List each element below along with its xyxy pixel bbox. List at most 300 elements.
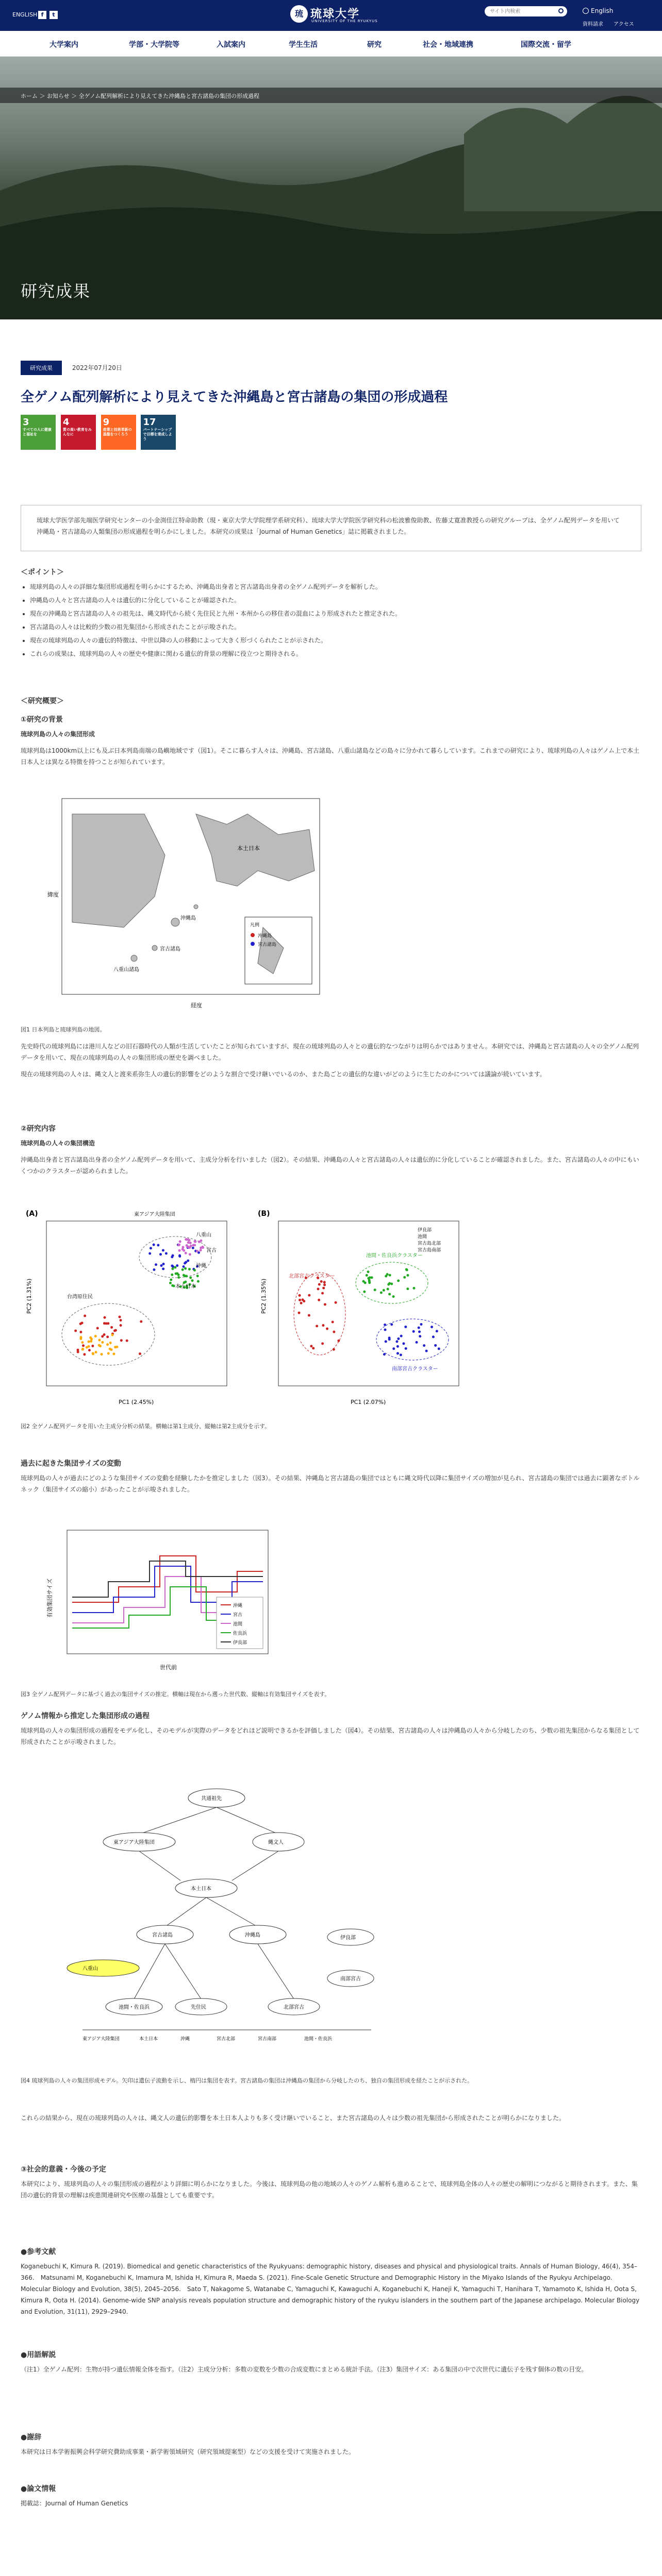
figure-2-caption: 図2 全ゲノム配列データを用いた主成分分析の結果。横軸は第1主成分、縦軸は第2主成分を示す。	[21, 1423, 271, 1430]
fig3-y-label: 有効集団サイズ	[46, 1578, 53, 1618]
pca-point	[153, 1244, 155, 1246]
pca-point	[320, 1280, 323, 1283]
pca-point	[179, 1240, 181, 1243]
model-node: 北部宮古	[284, 2005, 304, 2010]
method-section	[21, 1123, 641, 1182]
size-text: 琉球列島の人々が過去にどのような集団サイズの変動を経験したかを推定しました（図3）。その結果、沖縄島と宮古諸島の集団ではともに縄文時代以降に集団サイズの増加が見られ、宮古諸島の集団では過去に顕著なボトルネック（集団サイズの縮小）があったことが示唆されました。	[21, 1475, 640, 1493]
sdg-3-badge[interactable]	[21, 415, 56, 450]
points-heading: ＜ポイント＞	[21, 568, 64, 577]
pca-point	[83, 1353, 86, 1355]
pca-point	[153, 1268, 155, 1271]
fig3-legend-3: 池間	[233, 1622, 243, 1627]
sdg-badges	[21, 415, 641, 450]
size-heading: 過去に起きた集団サイズの変動	[21, 1460, 121, 1468]
model-svg	[62, 1783, 382, 2050]
map-label-yaeyama: 八重山諸島	[113, 967, 139, 973]
pca-point	[172, 1254, 174, 1257]
research-heading: ＜研究概要＞	[21, 697, 64, 705]
pca-point	[81, 1348, 84, 1350]
pca-b-x-label: PC1 (2.07%)	[351, 1399, 386, 1405]
language-label: English	[591, 7, 614, 14]
model-node: 東アジア大陸集団	[113, 1840, 155, 1845]
terms-heading: ●用語解説	[21, 2351, 56, 2359]
model-cont	[21, 2112, 641, 2129]
pca-point	[299, 1299, 301, 1301]
pca-point	[165, 1252, 168, 1255]
background-text-2: 先史時代の琉球列島には港川人などの旧石器時代の人類が生活していたことが知られていますが、現在の琉球列島の人々との遺伝的なつながりは明らかではありません。本研究では、沖縄島と宮古諸島の人々の全ゲノム配列データを用いて、現在の琉球列島の人々の集団形成の歴史を調べました。	[21, 1043, 639, 1061]
pca-point	[184, 1281, 187, 1283]
sdg-label: 産業と技術革新の基盤をつくろう	[103, 428, 132, 436]
pca-point	[159, 1253, 162, 1256]
article-header	[21, 361, 641, 450]
pca-point	[200, 1247, 202, 1249]
pca-point	[89, 1336, 92, 1339]
pca-point	[324, 1303, 326, 1306]
pca-point	[178, 1249, 181, 1252]
pca-point	[185, 1261, 187, 1263]
pca-point	[298, 1312, 301, 1314]
map-label-mainland: 本土日本	[237, 845, 260, 852]
pca-point	[369, 1276, 371, 1279]
figure-3-population-size	[41, 1525, 278, 1680]
pca-point	[193, 1269, 196, 1272]
pca-point	[177, 1276, 180, 1279]
pca-point	[197, 1280, 200, 1283]
pca-point	[174, 1266, 176, 1269]
pca-a-label-miyako: 宮古	[206, 1248, 217, 1253]
funding-section	[21, 2432, 641, 2463]
map-x-label: 経度	[191, 1002, 202, 1009]
pca-point	[300, 1302, 303, 1304]
nav-community[interactable]: 社会・地域連携	[423, 41, 473, 49]
pca-point	[188, 1268, 191, 1270]
pca-point	[333, 1331, 335, 1333]
pca-point	[318, 1299, 320, 1301]
pca-point	[96, 1327, 99, 1330]
pca-point	[326, 1328, 328, 1330]
pca-point	[98, 1339, 101, 1342]
pca-point	[183, 1274, 185, 1277]
nav-research[interactable]: 研究	[367, 41, 382, 49]
pca-b-legend-2: 池間	[418, 1234, 427, 1240]
references-section	[21, 2246, 641, 2323]
fig3-legend-5: 伊良部	[233, 1640, 247, 1646]
paper-text: 掲載誌：Journal of Human Genetics	[21, 2500, 128, 2507]
pca-point	[107, 1352, 110, 1354]
pca-point	[438, 1347, 440, 1350]
pca-point	[196, 1250, 198, 1252]
pca-point	[403, 1276, 406, 1279]
pca-point	[200, 1249, 202, 1251]
pca-point	[162, 1249, 164, 1251]
pca-point	[139, 1352, 141, 1355]
pca-point	[94, 1351, 97, 1353]
pca-a-y-label: PC2 (1.31%)	[26, 1278, 32, 1314]
pca-point	[185, 1275, 188, 1277]
pca-b-legend-1: 伊良部	[418, 1228, 432, 1233]
pca-point	[337, 1340, 340, 1342]
pca-point	[420, 1323, 422, 1326]
pca-b-legend-3: 宮古島北部	[418, 1241, 441, 1246]
pca-point	[111, 1334, 114, 1336]
sdg-label: 質の高い教育をみんなに	[62, 428, 92, 436]
pca-point	[318, 1283, 321, 1286]
pca-point	[396, 1345, 399, 1348]
paper-heading: ●論文情報	[21, 2485, 56, 2493]
impact-text: 本研究により、琉球列島の人々の集団形成の過程がより詳細に明らかになりました。今後は、琉球列島の他の地域の人々のゲノム解析も進めることで、琉球列島全体の人々の歴史の解明につながると期待されます。また、集団の遺伝的背景の理解は疾患関連研究や医療の基盤としても重要です。	[21, 2180, 638, 2199]
pca-point	[321, 1342, 324, 1345]
method-heading: ②研究内容	[21, 1125, 56, 1133]
pca-point	[194, 1241, 196, 1243]
pca-point	[126, 1340, 128, 1342]
pca-point	[396, 1352, 399, 1354]
pca-point	[120, 1319, 122, 1321]
pca-point	[390, 1323, 393, 1326]
size-section	[21, 1458, 641, 1500]
pca-point	[189, 1276, 192, 1279]
pca-point	[392, 1347, 395, 1350]
popsize-svg	[41, 1525, 278, 1680]
model-text-2: これらの結果から、現在の琉球列島の人々は、縄文人の遺伝的影響を本土日本人よりも多く受け継いでいること、また宮古諸島の人々は少数の祖先集団から形成されたことが明らかになりました。	[21, 2114, 566, 2122]
pca-point	[183, 1265, 185, 1268]
panel-a-label: (A)	[26, 1210, 38, 1218]
pca-point	[106, 1335, 109, 1338]
request-link[interactable]: 資料請求	[583, 22, 603, 27]
terms-text: （注1）全ゲノム配列：生物が持つ遺伝情報全体を指す。（注2）主成分分析：多数の変数を少数の合成変数にまとめる統計手法。（注3）集団サイズ：ある集団の中で次世代に遺伝子を残す個体の数の目安。	[21, 2366, 588, 2373]
pca-point	[397, 1279, 400, 1282]
funding-text: 本研究は日本学術振興会科学研究費助成事業・新学術領域研究（研究領域提案型）などの支援を受けて実施されました。	[21, 2448, 355, 2455]
figure-4-caption: 図4 琉球列島の人々の集団形成モデル。矢印は遺伝子流動を示し、楕円は集団を表す。宮古諸島の集団は沖縄島の集団から分岐したのち、独自の集団形成を経たことが示された。	[21, 2077, 473, 2084]
sdg-4-badge[interactable]	[61, 415, 96, 450]
top-bar	[0, 0, 662, 31]
pca-point	[387, 1288, 389, 1291]
map-label-miyako: 宮古諸島	[160, 946, 180, 952]
pca-point	[91, 1345, 94, 1347]
impact-section	[21, 2164, 641, 2206]
pca-point	[406, 1287, 409, 1290]
point-item: • 沖縄島の人々と宮古諸島の人々は遺伝的に分化していることが確認された。	[30, 595, 641, 606]
pca-point	[114, 1329, 117, 1332]
pca-b-legend-4: 宮古島南部	[418, 1248, 441, 1253]
pca-point	[196, 1275, 199, 1277]
map-legend-title: 凡例	[250, 923, 260, 928]
model-leaf: 本土日本	[139, 2037, 158, 2042]
model-leaf: 宮古北部	[217, 2037, 236, 2042]
pca-point	[88, 1341, 90, 1343]
pca-point	[323, 1281, 326, 1283]
pca-point	[299, 1294, 301, 1297]
pca-point	[160, 1264, 162, 1267]
pca-point	[157, 1244, 159, 1246]
model-leaf: 宮古南部	[258, 2037, 277, 2042]
pca-point	[191, 1279, 194, 1282]
point-item: • 琉球列島の人々の詳細な集団形成過程を明らかにするため、沖縄島出身者と宮古諸島出身者の全ゲノム配列データを解析した。	[30, 581, 641, 592]
pca-b-y-label: PC2 (1.35%)	[260, 1278, 267, 1314]
language-link[interactable]	[583, 7, 613, 14]
pca-point	[332, 1320, 334, 1323]
pca-point	[170, 1279, 172, 1281]
summary-box	[21, 505, 641, 551]
references-text: Koganebuchi K, Kimura R. (2019). Biomedical and genetic characteristics of the Ryukyuans: demographic history, diseases and physical and physiological traits. Annals of Human Biology, 46(4), 354–366. Matsunami M, Koganebuchi K, Imamura M, Ishida H, Kimura R, Maeda S. (2021). Fine-Scale Genetic Structure and Demographic History in the Miyako Islands of the Ryukyu Archipelago. Molecular Biology and Evolution, 38(5), 2045–2056. Sato T, Nakagome S, Watanabe C, Yamaguchi K, Kawaguchi A, Koganebuchi K, Haneji K, Yamaguchi T, Hanihara T, Yamamoto K, Ishida H, Oota S, Kimura R, Oota H. (2014). Genome-wide SNP analysis reveals population structure and demographic history of the ryukyu islanders in the southern part of the Japanese archipelago. Molecular Biology and Evolution, 31(11), 2929–2940.	[21, 2263, 640, 2315]
pca-point	[308, 1294, 310, 1297]
pca-point	[77, 1351, 79, 1353]
pca-a-label-asia: 東アジア大陸集団	[134, 1212, 175, 1217]
pca-point	[366, 1274, 368, 1277]
pca-point	[323, 1283, 326, 1286]
pca-point	[109, 1342, 112, 1344]
pca-point	[79, 1331, 82, 1333]
pca-point	[110, 1348, 113, 1351]
pca-point	[92, 1352, 94, 1354]
pca-point	[418, 1327, 420, 1329]
figure-3-caption: 図3 全ゲノム配列データに基づく過去の集団サイズの推定。横軸は現在から遡った世代数、縦軸は有効集団サイズを表す。	[21, 1691, 330, 1698]
pca-point	[175, 1273, 177, 1275]
pca-point	[115, 1346, 118, 1348]
pca-point	[187, 1260, 189, 1262]
pca-point	[402, 1342, 405, 1345]
model-leaf: 沖縄	[180, 2037, 190, 2042]
nav-student-life[interactable]: 学生生活	[289, 41, 318, 49]
pca-point	[189, 1253, 191, 1256]
background-heading: ①研究の背景	[21, 716, 63, 724]
model-node: 本土日本	[191, 1886, 211, 1892]
pca-point	[104, 1316, 106, 1319]
pca-point	[416, 1341, 418, 1344]
pca-point	[321, 1292, 324, 1295]
impact-heading: ③社会的意義・今後の予定	[21, 2165, 106, 2174]
sdg-17-badge[interactable]	[141, 415, 176, 450]
model-leaf: 東アジア大陸集団	[82, 2037, 120, 2042]
pca-point	[363, 1291, 366, 1293]
pca-point	[119, 1316, 121, 1318]
pca-point	[380, 1292, 383, 1294]
access-link[interactable]: アクセス	[614, 22, 634, 27]
pca-point	[412, 1330, 415, 1333]
fig3-x-label: 世代前	[160, 1664, 177, 1671]
pca-point	[425, 1350, 428, 1352]
pca-point	[385, 1275, 387, 1278]
pca-point	[81, 1321, 84, 1324]
model-node: 共通祖先	[201, 1796, 222, 1802]
global-nav	[0, 31, 662, 57]
article-title: 全ゲノム配列解析により見えてきた沖縄島と宮古諸島の集団の形成過程	[21, 389, 448, 405]
references-heading: ●参考文献	[21, 2248, 56, 2256]
pca-point	[81, 1341, 84, 1344]
pca-point	[423, 1344, 425, 1347]
map-legend-okinawa: 沖縄島	[258, 934, 272, 939]
nav-admissions[interactable]: 入試案内	[217, 41, 245, 49]
pca-point	[436, 1330, 438, 1332]
pca-point	[392, 1295, 395, 1298]
points-section	[21, 567, 641, 662]
pca-point	[310, 1345, 312, 1347]
point-item: • これらの成果は、琉球列島の人々の歴史や健康に関わる遺伝的背景の理解に役立つと期待される。	[30, 648, 641, 659]
university-seal-icon[interactable]: 琉	[290, 5, 308, 23]
search-icon[interactable]	[558, 8, 564, 13]
pca-point	[106, 1343, 109, 1346]
pca-point	[431, 1326, 433, 1328]
university-logo[interactable]: 琉球大学	[310, 7, 360, 21]
panel-b-label: (B)	[258, 1210, 270, 1218]
sdg-number: 3	[23, 417, 29, 428]
university-logo-sub: UNIVERSITY OF THE RYUKYUS	[311, 19, 378, 23]
sdg-9-badge[interactable]	[101, 415, 136, 450]
pca-b-label-south: 南部宮古クラスター	[392, 1366, 438, 1372]
map-svg	[41, 793, 330, 1015]
pca-point	[101, 1335, 104, 1338]
pca-point	[322, 1324, 324, 1327]
pca-point	[177, 1274, 180, 1276]
pca-point	[90, 1340, 92, 1343]
search-input[interactable]	[485, 6, 567, 16]
pca-point	[82, 1344, 85, 1347]
pca-a-x-label: PC1 (2.45%)	[119, 1399, 154, 1405]
pca-point	[367, 1270, 369, 1273]
pca-point	[388, 1293, 391, 1295]
pca-point	[101, 1353, 103, 1355]
pca-point	[84, 1315, 86, 1317]
pca-point	[317, 1287, 320, 1290]
pca-point	[110, 1326, 113, 1329]
pca-point	[120, 1339, 123, 1342]
sdg-number: 9	[103, 417, 110, 428]
pca-point	[385, 1340, 387, 1343]
figure-2-pca	[21, 1206, 485, 1412]
background-cont	[21, 1041, 641, 1085]
pca-point	[177, 1244, 180, 1246]
pca-point	[183, 1249, 185, 1252]
pca-a-label-mainland: 本土日本	[175, 1284, 196, 1290]
pca-point	[387, 1283, 390, 1285]
pca-b-label-north: 北部宮古クラスター	[289, 1274, 335, 1279]
pca-point	[169, 1282, 172, 1284]
fig3-legend-4: 佐良浜	[233, 1631, 247, 1636]
pca-point	[105, 1322, 107, 1325]
english-small-link[interactable]: ENGLISH	[12, 11, 38, 18]
nav-faculties[interactable]: 学部・大学院等	[129, 41, 179, 49]
pca-point	[434, 1344, 437, 1347]
pca-point	[405, 1347, 407, 1350]
model-node: 池間・佐良浜	[119, 2005, 150, 2010]
pca-point	[368, 1280, 371, 1283]
pca-point	[383, 1289, 385, 1292]
pca-point	[79, 1336, 82, 1338]
method-text: 沖縄島出身者と宮古諸島出身者の全ゲノム配列データを用いて、主成分分析を行いました（図2）。その結果、沖縄島の人々と宮古諸島の人々は遺伝的に分化していることが確認されました。また、宮古諸島の人々の中にもいくつかのクラスターが認められました。	[21, 1156, 639, 1175]
pca-point	[88, 1349, 91, 1351]
pca-point	[412, 1287, 415, 1290]
pca-point	[178, 1255, 181, 1258]
pca-point	[192, 1247, 194, 1249]
pca-point	[384, 1324, 386, 1326]
pca-point	[312, 1347, 315, 1349]
model-node: 八重山	[82, 1966, 98, 1972]
pca-point	[184, 1267, 187, 1270]
pca-point	[173, 1284, 175, 1287]
pca-b-label-ikema: 池間・佐良浜クラスター	[366, 1253, 423, 1259]
pca-point	[98, 1344, 101, 1347]
pca-point	[188, 1246, 191, 1249]
sdg-number: 4	[62, 417, 70, 428]
fig3-legend-2: 宮古	[233, 1613, 243, 1618]
pca-point	[162, 1267, 164, 1270]
model-text: 琉球列島の人々の集団形成の過程をモデル化し、そのモデルが実際のデータをどれほど説明できるかを評価しました（図4）。その結果、宮古諸島の人々は沖縄島の人々から分岐したのち、少数の祖先集団からなる集団として形成されたことが示唆されました。	[21, 1727, 640, 1745]
model-leaf: 池間・佐良浜	[304, 2037, 333, 2042]
pca-point	[316, 1325, 318, 1327]
pca-a-label-yaeyama: 八重山	[196, 1232, 211, 1238]
model-node: 南部宮古	[340, 1976, 361, 1982]
pca-point	[432, 1335, 435, 1338]
breadcrumb[interactable]: ホーム ＞ お知らせ ＞ 全ゲノム配列解析により見えてきた沖縄島と宮古諸島の集団の形成過程	[0, 88, 662, 103]
point-item: • 現在の沖縄島と宮古諸島の人々の祖先は、縄文時代から続く先住民と九州・本州からの移住者の混血により形成されたと推定された。	[30, 608, 641, 619]
pca-point	[187, 1238, 189, 1241]
category-tag[interactable]: 研究成果	[21, 361, 62, 375]
pca-point	[74, 1329, 77, 1332]
pca-a-label-okinawa: 沖縄	[196, 1263, 206, 1269]
model-node: 縄文人	[268, 1840, 284, 1845]
pca-point	[333, 1348, 335, 1351]
pca-point	[148, 1252, 151, 1255]
pca-point	[171, 1267, 174, 1270]
figure-1-map	[41, 793, 330, 1015]
pca-point	[181, 1268, 184, 1271]
pca-point	[419, 1335, 421, 1337]
point-item: • 宮古諸島の人々は比較的少数の祖先集団から形成されたことが示唆された。	[30, 621, 641, 633]
pca-point	[303, 1300, 305, 1302]
nav-about[interactable]: 大学案内	[49, 41, 78, 49]
pca-point	[322, 1287, 325, 1290]
pca-point	[140, 1320, 142, 1323]
pca-point	[94, 1335, 97, 1337]
pca-point	[404, 1326, 407, 1328]
pca-point	[88, 1345, 90, 1348]
pca-point	[400, 1335, 403, 1337]
pca-point	[364, 1281, 367, 1284]
pca-point	[384, 1328, 386, 1331]
funding-heading: ●謝辞	[21, 2433, 42, 2442]
pca-point	[155, 1263, 157, 1266]
point-item: • 現在の琉球列島の人々の遺伝的特徴は、中世以降の人の移動によって大きく形づくられたことが示された。	[30, 635, 641, 646]
pca-svg	[21, 1206, 485, 1412]
model-node: 先住民	[191, 2005, 206, 2010]
pca-point	[374, 1289, 376, 1291]
figure-1-caption: 図1 日本列島と琉球列島の地図。	[21, 1026, 106, 1033]
pca-point	[397, 1337, 400, 1340]
figure-4-model	[62, 1783, 382, 2050]
paper-section	[21, 2483, 641, 2514]
pca-point	[192, 1244, 194, 1246]
pca-point	[150, 1247, 152, 1249]
pca-point	[112, 1352, 115, 1355]
nav-international[interactable]: 国際交流・留学	[521, 41, 571, 49]
background-text: 琉球列島は1000km以上にも及ぶ日本列島南端の島嶼地域です（図1）。そこに暮らす人々は、沖縄島、宮古諸島、八重山諸島などの島々に分かれて暮らしています。これまでの研究により、琉球列島の人々はゲノム上で本土日本人とは異なる特徴を持つことが知られています。	[21, 747, 640, 766]
background-text-3: 現在の琉球列島の人々は、縄文人と渡来系弥生人の遺伝的影響をどのような割合で受け継いでいるのか、また島ごとの遺伝的な違いがどのように生じたのかについては議論が続いています。	[21, 1071, 546, 1078]
pca-point	[187, 1241, 190, 1244]
sdg-label: パートナーシップで目標を達成しよう	[143, 428, 172, 441]
twitter-icon[interactable]: t	[49, 11, 58, 19]
model-heading: ゲノム情報から推定した集団形成の過程	[21, 1712, 150, 1720]
pca-point	[335, 1301, 337, 1304]
hero-title: 研究成果	[21, 281, 91, 301]
pca-point	[406, 1269, 408, 1272]
facebook-icon[interactable]: f	[38, 11, 46, 19]
model-node: 宮古諸島	[152, 1933, 173, 1938]
map-label-okinawa: 沖縄島	[180, 916, 196, 921]
background-section	[21, 696, 641, 773]
pca-point	[101, 1341, 104, 1344]
pca-point	[176, 1264, 178, 1267]
globe-icon	[583, 8, 589, 14]
sdg-number: 17	[143, 417, 156, 428]
